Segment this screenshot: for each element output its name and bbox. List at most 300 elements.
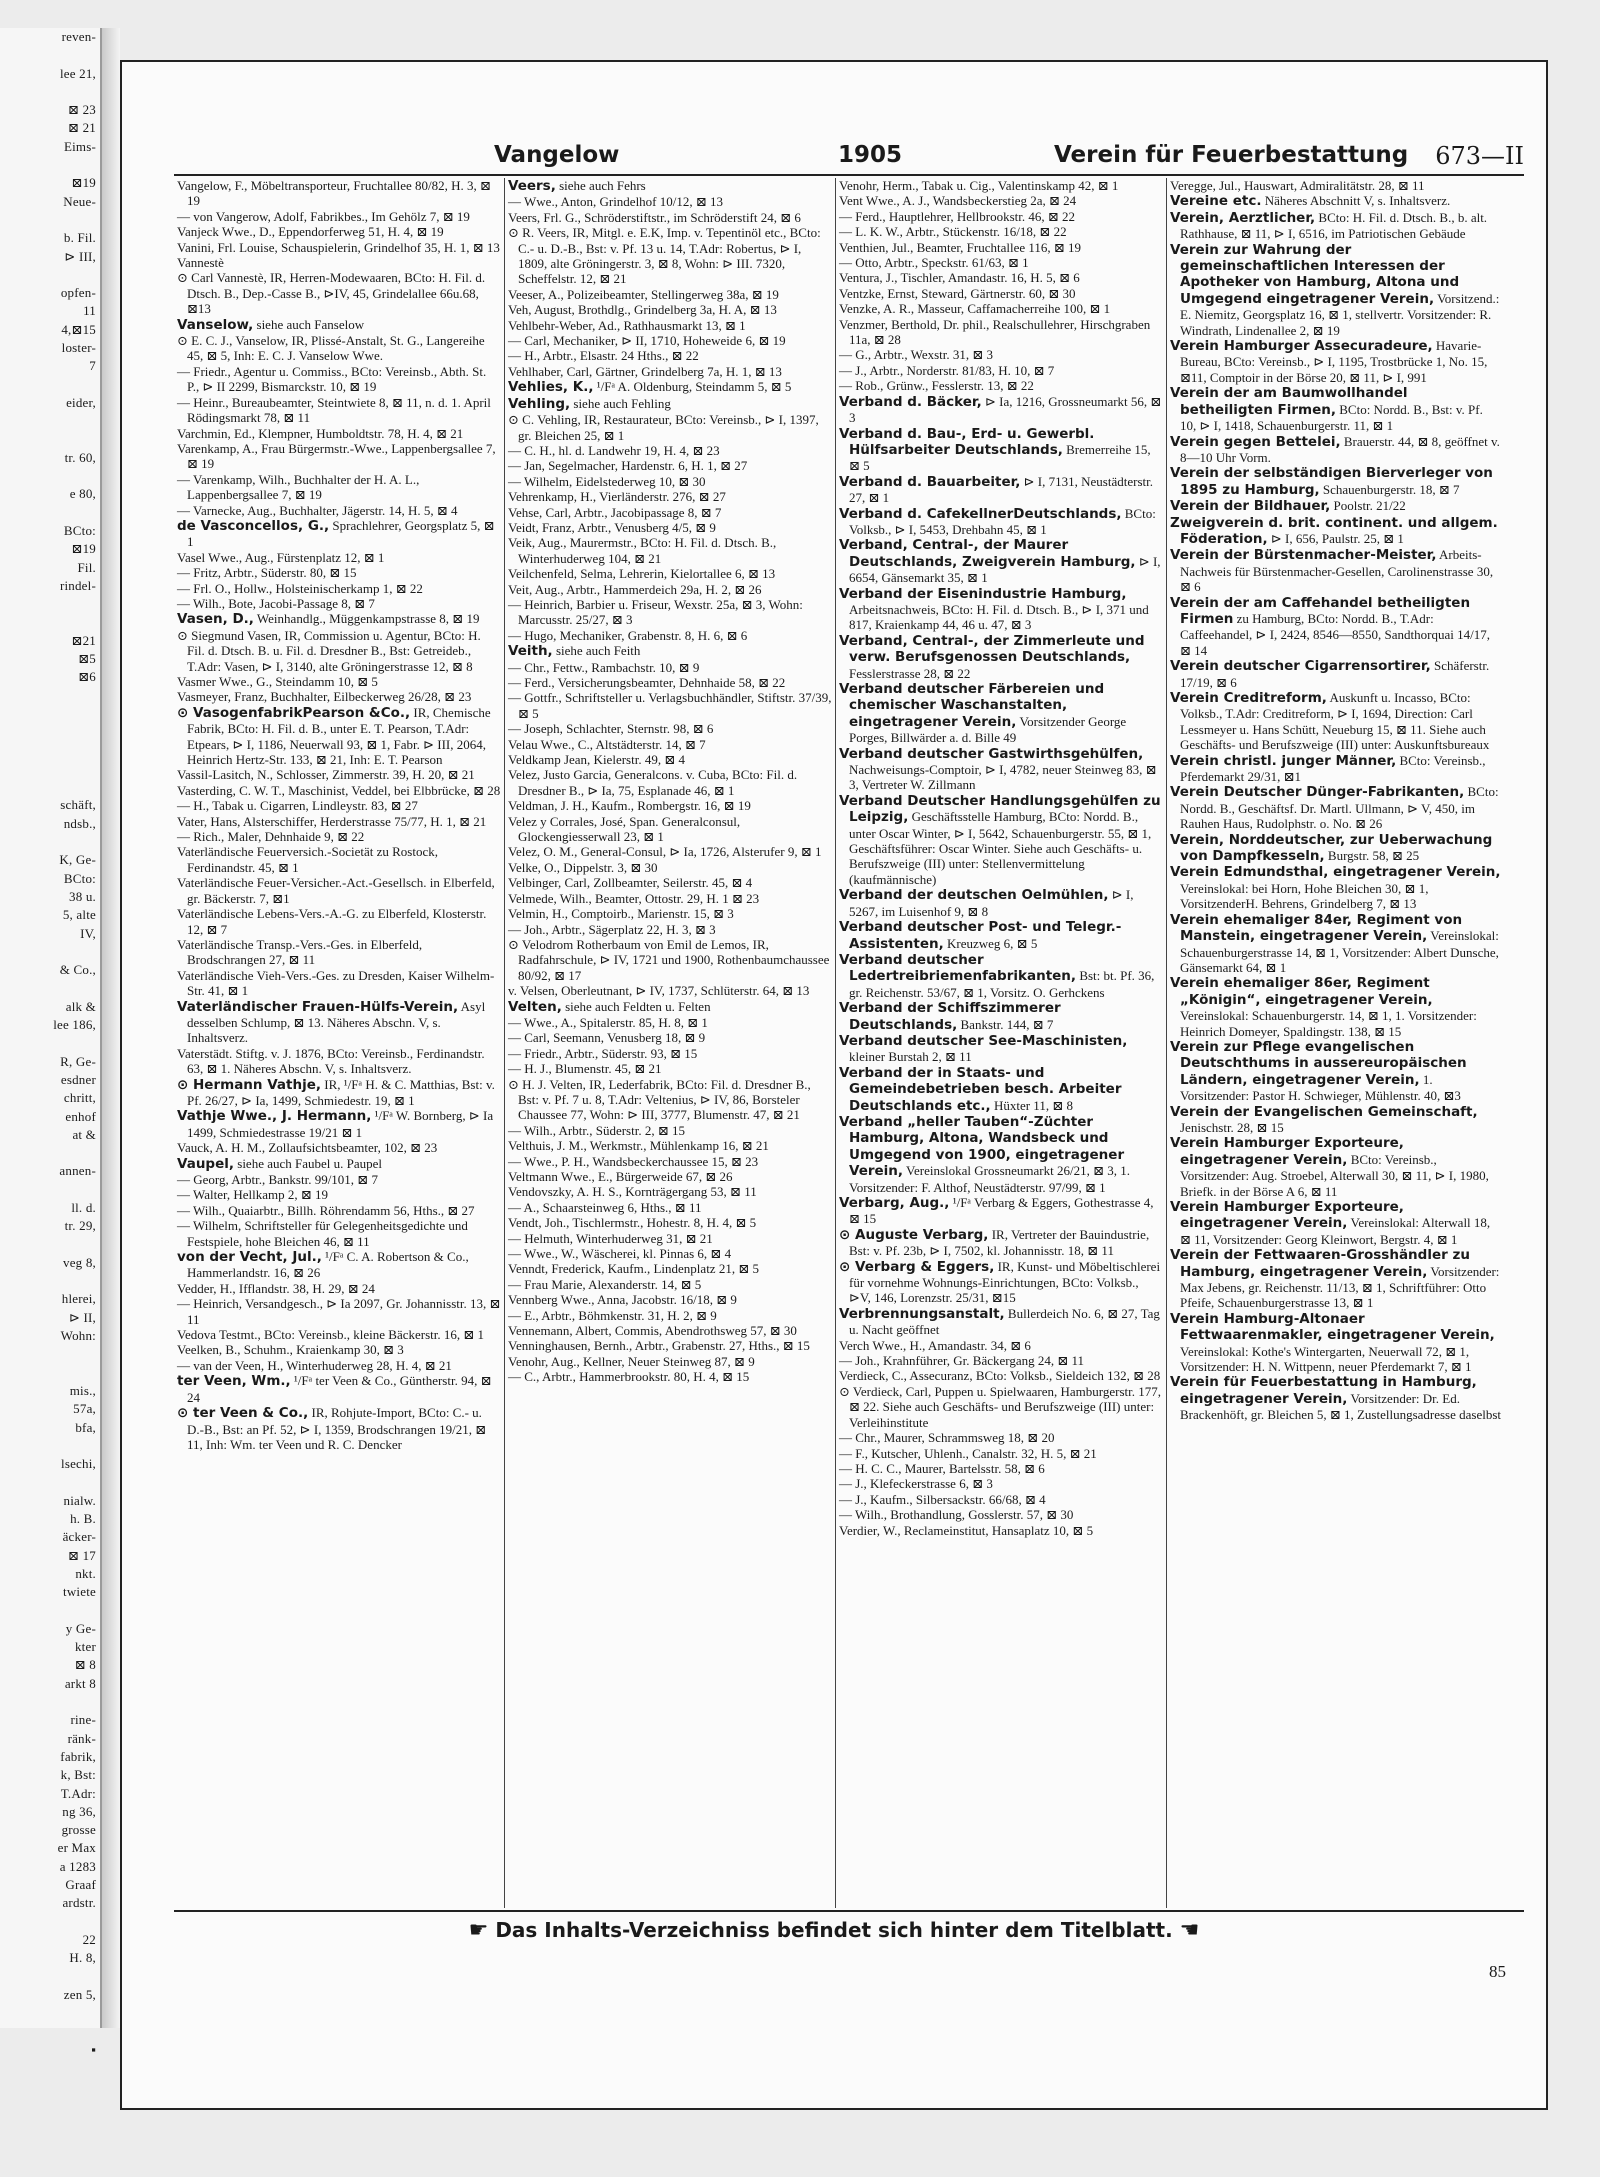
directory-entry [839,793,1163,887]
entry-heading: Verein Edmundsthal, eingetragener Verein, [1170,864,1501,881]
entry-heading: Verband deutscher Ledertreibriemenfabrikanten, [839,951,1077,985]
entry-text: — Carl, Seemann, Venusberg 18, ⊠ 9 [508,1030,706,1046]
directory-entry [508,860,832,875]
entry-text: Vehrenkamp, H., Vierländerstr. 276, ⊠ 27 [508,489,726,505]
directory-entry [177,518,501,550]
directory-entry [1170,1199,1501,1247]
previous-page-line [0,1437,100,1455]
entry-text: Geschäftsstelle Hamburg, BCto: Nordd. B., unter Oscar Winter, ⊳ I, 5642, Schauenburgerstr. 55, ⊠ 1, Geschäftsführer: Oscar Winter. Siehe auch Geschäfts- u. Berufszweige (III) unter: Stellenvermittelung (kaufmännische) [849,809,1152,887]
previous-page-line [0,467,100,485]
footer-rule [174,1910,1524,1912]
directory-entry [839,506,1163,538]
directory-entry [1170,193,1501,209]
directory-entry [177,395,501,426]
directory-entry [177,565,501,580]
entry-text: — Rich., Maler, Dehnhaide 9, ⊠ 22 [177,829,365,845]
directory-entry [1170,1311,1501,1375]
entry-text: Venohr, Herm., Tabak u. Cig., Valentinskamp 42, ⊠ 1 [839,178,1119,193]
entry-heading: Verband deutscher Post- und Telegr.-Assistenten, [839,919,1122,952]
entry-text: Vent Wwe., A. J., Wandsbeckerstieg 2a, ⊠ 24 [839,193,1077,209]
previous-page-line: H. 8, [69,1950,96,1966]
entry-heading: Verein der am Baumwollhandel betheiligten Firmen, [1170,385,1408,418]
directory-entry [839,1338,1163,1353]
entry-text: — Heinrich, Versandgesch., ⊳ Ia 2097, Gr. Johannisstr. 13, ⊠ 11 [177,1296,501,1327]
entry-text: Vennberg Wwe., Anna, Jacobstr. 16/18, ⊠ 9 [508,1292,737,1308]
entry-text: Velez, O. M., General-Consul, ⊳ Ia, 1726, Alsterufer 9, ⊠ 1 [508,844,822,860]
directory-entry [508,643,832,659]
directory-entry [177,798,501,813]
entry-text: Velmede, Wilh., Beamter, Ottostr. 29, H. 1 ⊠ 23 [508,890,760,906]
directory-entry [1170,595,1501,659]
directory-entry [508,520,832,535]
entry-text: Velez, Justo Garcia, Generalcons. v. Cuba, BCto: Fil. d. Dresdner B., ⊳ Ia, 75, Esplanade 46, ⊠ 1 [508,767,798,798]
directory-entry [177,1218,501,1249]
directory-entry [839,681,1163,746]
entry-text: — Helmuth, Winterhuderweg 31, ⊠ 21 [508,1230,713,1246]
directory-entry [839,1306,1163,1338]
entry-heading: Verband, Central-, der Maurer Deutschlands, Zweigverein Hamburg, [839,537,1136,570]
directory-entry [839,1065,1163,1114]
directory-entry [508,1308,832,1323]
directory-entry [508,690,832,721]
previous-page-line: b. Fil. [63,230,96,246]
directory-entry [1170,864,1501,911]
directory-entry [177,783,501,798]
previous-page-line: enhof [65,1108,96,1124]
previous-page-line: veg 8, [63,1254,96,1270]
directory-entry [839,1523,1163,1538]
entry-heading: Vaupel, [177,1155,235,1172]
entry-text: Vaterländische Feuer-Versicher.-Act.-Gesellsch. in Elberfeld, gr. Bäckerstr. 7, ⊠1 [177,875,495,906]
directory-entry [508,767,832,798]
directory-entry [1170,178,1501,193]
directory-entry [508,1338,832,1353]
directory-entry [508,906,832,921]
entry-text: — Wwe., A., Spitalerstr. 85, H. 8, ⊠ 1 [508,1014,708,1030]
entry-heading: de Vasconcellos, G., [177,517,330,534]
entry-text: — Ferd., Hauptlehrer, Hellbrookstr. 46, ⊠ 22 [839,208,1076,224]
directory-entry [839,746,1163,793]
previous-page-line: rine- [70,1712,96,1728]
previous-page-line: ⊠19 [71,541,96,557]
directory-entry [508,210,832,225]
previous-page-line: K, Ge- [59,852,96,868]
previous-page-line [0,1272,100,1290]
entry-heading: ⊙ Verbarg & Eggers, [839,1258,995,1275]
header-section-title: Verein für Feuerbestattung [1054,142,1409,168]
directory-entry [508,1046,832,1061]
directory-entry [177,829,501,844]
directory-entry [508,1123,832,1138]
directory-entry [1170,498,1501,514]
directory-entry [839,1227,1163,1259]
previous-page-line [0,687,100,705]
previous-page-line: alk & [65,998,96,1014]
directory-entry [839,919,1163,952]
entry-heading: Verein Creditreform, [1170,690,1327,706]
entry-text: Vauck, A. H. M., Zollaufsichtsbeamter, 102, ⊠ 23 [177,1140,438,1156]
entry-text: Varchmin, Ed., Klempner, Humboldtstr. 78, H. 4, ⊠ 21 [177,425,464,441]
previous-page-line: ⊳ III, [64,248,96,264]
directory-entry [177,999,501,1046]
entry-text: Jenischstr. 28, ⊠ 15 [1180,1119,1284,1135]
entry-text: siehe auch Fehrs [555,178,646,193]
entry-heading: Verein christl. junger Männer, [1170,752,1397,769]
entry-heading: Verband deutscher Färbereien und chemischer Waschanstalten, eingetragener Verein, [839,681,1105,730]
directory-entry [839,1259,1163,1306]
directory-entry [508,983,832,998]
entry-text: Varenkamp, A., Frau Bürgermstr.-Wwe., Lappenbergsallee 7, ⊠ 19 [177,440,496,472]
directory-entry [177,906,501,937]
directory-entry [1170,434,1501,466]
entry-text: IR, Rohjute-Import, BCto: C.- u. D.-B., Bst: an Pf. 52, ⊳ I, 1359, Brodschrangen 19/21, ⊠ 11, Inh: Wm. ter Veen und R. C. Dencker [187,1405,487,1452]
entry-text: Vorsitzender: Max Jebens, gr. Reichenstr. 11/13, ⊠ 1, Schriftführer: Otto Pfeife, Schauenburgerstrasse 13, ⊠ 1 [1180,1263,1500,1311]
entry-text: Auskunft u. Incasso, BCto: Volksb., T.Adr: Creditreform, ⊳ I, 1694, Direction: Carl Lessmeyer u. Hans Schütt, Neueburg 15, ⊠ 11. Siehe auch Geschäfts- und Berufszweige (III) unter: Auskunftsbureaux [1180,690,1490,753]
entry-text: BCto: H. Fil. d. Dtsch. B., b. alt. Rathhause, ⊠ 11, ⊳ I, 6516, im Patriotischen Gebäude [1180,209,1488,242]
page-header [174,140,1524,176]
previous-page-line: zen 5, [63,1986,96,2002]
book-gutter [102,28,120,2028]
directory-entry [508,225,832,287]
previous-page-line: ⊠6 [78,669,96,685]
directory-entry [508,1261,832,1276]
directory-entry [1170,1247,1501,1311]
entry-text: ⊳ I, 5267, im Luisenhof 9, ⊠ 8 [849,887,1134,919]
entry-text: Veltmann Wwe., E., Bürgerweide 67, ⊠ 26 [508,1169,733,1184]
directory-entry [839,1507,1163,1522]
entry-text: ⊳ I, 7131, Neustädterstr. 27, ⊠ 1 [849,473,1153,506]
previous-page-line: ränk- [67,1730,96,1746]
directory-entry [1170,1104,1501,1136]
entry-text: — G., Arbtr., Wexstr. 31, ⊠ 3 [839,347,994,363]
directory-entry [177,1187,501,1202]
entry-heading: Verband d. CafekellnerDeutschlands, [839,505,1122,522]
entry-heading: Verein ehemaliger 84er, Regiment von Manstein, eingetragener Verein, [1170,911,1463,945]
directory-entry [508,737,832,752]
previous-page-line: twiete [63,1584,96,1600]
previous-page-line: & Co., [59,962,96,978]
entry-text: Näheres Abschnitt V, s. Inhaltsverz. [1261,193,1451,209]
entry-text: ⊙ Velodrom Rotherbaum von Emil de Lemos, IR, Radfahrschule, ⊳ IV, 1721 und 1900, Rothenbaumchaussee 80/92, ⊠ 17 [508,936,830,983]
entry-heading: Verband der deutschen Oelmühlen, [839,887,1109,904]
pointing-hand-right-icon: ☚ [1179,1918,1200,1943]
directory-entry [508,922,832,937]
previous-page-line: mis., [69,1382,96,1398]
directory-entry [177,875,501,906]
directory-entry [508,364,832,379]
previous-page-line: T.Adr: [60,1785,96,1801]
entry-text: Vereinslokal: Kothe's Wintergarten, Neuerwall 72, ⊠ 1, Vorsitzender: H. N. Wittpenn, neuer Pferdemarkt 7, ⊠ 1 [1180,1343,1472,1375]
directory-entry [839,178,1163,193]
previous-page-line: Graaf [65,1876,96,1892]
entry-heading: ⊙ VasogenfabrikPearson &Co., [177,704,411,721]
previous-page-line: R, Ge- [60,1053,96,1069]
entry-text: — Friedr., Agentur u. Commiss., BCto: Vereinsb., Abth. St. P., ⊳ II 2299, Bismarckstr. 10, ⊠ 19 [177,363,487,395]
entry-text: Kreuzweg 6, ⊠ 5 [943,935,1038,951]
entry-text: — A., Schaarsteinweg 6, Hths., ⊠ 11 [508,1199,702,1215]
previous-page-line: Wohn: [60,1328,96,1344]
previous-page-line [0,412,100,430]
directory-entry [508,1077,832,1123]
entry-text: — van der Veen, H., Winterhuderweg 28, H. 4, ⊠ 21 [177,1357,452,1373]
previous-page-line: a 1283 [59,1858,96,1874]
entry-text: — Wilhelm, Schriftsteller für Gelegenheitsgedichte und Festspiele, hohe Bleichen 46, ⊠ 11 [177,1218,468,1249]
directory-entry [508,443,832,458]
entry-text: Hüxter 11, ⊠ 8 [990,1097,1073,1113]
entry-heading: Vereine etc. [1170,193,1262,210]
previous-page-line: ⊠ 23 [68,102,96,118]
directory-entry [508,505,832,520]
entry-text: — H., Arbtr., Elsastr. 24 Hths., ⊠ 22 [508,348,699,364]
previous-page-line [0,156,100,174]
entry-heading: Verein Hamburger Exporteure, eingetragener Verein, [1170,1135,1404,1168]
entry-text: Vasmeyer, Franz, Buchhalter, Eilbeckerweg 26/28, ⊠ 23 [177,689,472,705]
directory-entry [839,1000,1163,1033]
entry-heading: Verein Hamburg-Altonaer Fettwaarenmakler, eingetragener Verein, [1170,1310,1495,1344]
previous-page-line: ⊠5 [78,651,96,667]
previous-page-line [0,1034,100,1052]
entry-text: Vaterländische Lebens-Vers.-A.-G. zu Elberfeld, Klosterstr. 12, ⊠ 7 [177,906,487,937]
entry-text: Vater, Hans, Alsterschiffer, Herderstrasse 75/77, H. 1, ⊠ 21 [177,813,487,829]
entry-text: — Frl. O., Hollw., Holsteinischerkamp 1, ⊠ 22 [177,580,423,596]
directory-entry [839,537,1163,585]
directory-entry [177,1296,501,1327]
directory-entry [508,396,832,412]
directory-entry [839,363,1163,378]
entry-text: — C. H., hl. d. Landwehr 19, H. 4, ⊠ 23 [508,442,720,458]
entry-heading: Verein der Bildhauer, [1170,498,1331,515]
entry-text: Vaterländische Vieh-Vers.-Ges. zu Dresden, Kaiser Wilhelm-Str. 41, ⊠ 1 [177,967,495,999]
previous-page-line: eider, [66,394,96,410]
entry-text: — Chr., Maurer, Schrammsweg 18, ⊠ 20 [839,1430,1055,1446]
entry-text: siehe auch Faubel u. Paupel [234,1155,383,1171]
entry-heading: Verbarg, Aug., [839,1195,950,1211]
directory-entry [508,1200,832,1215]
entry-text: IR, Chemische Fabrik, BCto: H. Fil. d. B., unter E. T. Pearson, T.Adr: Etpears, ⊳ I, 1186, Neuerwall 93, ⊠ 1, Fabr. ⊳ III, 2064, Heinrich Hertz-Str. 133, ⊠ 21, Inh: E. T. Pearson [187,704,491,768]
footer-note-text: Das Inhalts-Verzeichniss befindet sich hinter dem Titelblatt. [495,1918,1173,1942]
previous-page-line: IV, [80,925,96,941]
entry-text: v. Velsen, Oberleutnant, ⊳ IV, 1737, Schlüterstr. 64, ⊠ 13 [508,983,810,999]
entry-heading: Vehlies, K., [508,379,594,396]
entry-text: siehe auch Feith [552,643,641,659]
entry-text: Ventura, J., Tischler, Amandastr. 16, H. 5, ⊠ 6 [839,270,1080,286]
entry-text: Vereinslokal: bei Horn, Hohe Bleichen 30, ⊠ 1, VorsitzenderH. Behrens, Grindelberg 7, ⊠ 13 [1180,880,1429,912]
previous-page-line: loster- [61,340,96,356]
entry-heading: Zweigverein d. brit. continent. und allgem. Föderation, [1170,514,1498,547]
entry-text: Havarie-Bureau, BCto: Vereinsb., ⊳ I, 1195, Trostbrücke 1, No. 15, ⊠11, Comptoir in der Börse 20, ⊠ 11, ⊳ I, 991 [1180,338,1488,385]
entry-text: Vorsitzend.: E. Niemitz, Georgsplatz 16, ⊠ 1, stellvertr. Vorsitzender: R. Windrath, Lindenallee 2, ⊠ 19 [1180,290,1500,338]
directory-entry [177,1140,501,1155]
entry-text: Bullerdeich No. 6, ⊠ 27, Tag u. Nacht geöffnet [849,1305,1160,1338]
entry-text: — Wwe., Anton, Grindelhof 10/12, ⊠ 13 [508,194,724,210]
entry-text: Vassil-Lasitch, N., Schlosser, Zimmerstr. 39, H. 20, ⊠ 21 [177,767,475,783]
directory-entry [508,302,832,317]
entry-text: siehe auch Feldten u. Felten [561,998,711,1014]
entry-text: Verdieck, C., Assecuranz, BCto: Volksb., Sieldeich 132, ⊠ 28 [839,1368,1161,1384]
previous-page-line [0,742,100,760]
entry-text: Venzmer, Berthold, Dr. phil., Realschullehrer, Hirschgraben 11a, ⊠ 28 [839,316,1151,348]
entry-text: — Heinrich, Barbier u. Friseur, Wexstr. 25a, ⊠ 3, Wohn: Marcusstr. 25/27, ⊠ 3 [508,596,803,628]
entry-text: — Friedr., Arbtr., Süderstr. 93, ⊠ 15 [508,1045,698,1061]
previous-page-line: esdner [60,1071,96,1087]
previous-page-line: lee 186, [53,1017,96,1033]
entry-text: ⊙ Carl Vannestè, IR, Herren-Modewaaren, BCto: H. Fil. d. Dtsch. B., Dep.-Casse B., ⊳IV, 45, Grindelallee 66u.68, ⊠13 [177,270,486,317]
directory-entry [1170,832,1501,865]
directory-entry [508,1154,832,1169]
entry-heading: Verbrennungsanstalt, [839,1305,1005,1322]
entry-text: — L. K. W., Arbtr., Stückenstr. 16/18, ⊠ 22 [839,224,1067,240]
entry-text: ⊳ I, 656, Paulstr. 25, ⊠ 1 [1267,530,1404,546]
directory-entry [177,472,501,503]
entry-text: — J., Kaufm., Silbersackstr. 66/68, ⊠ 4 [839,1491,1046,1507]
directory-entry [508,844,832,859]
directory-entry [177,1156,501,1172]
directory-entry [839,1114,1163,1195]
entry-heading: Veers, [508,178,556,194]
entry-text: Vendovszky, A. H. S., Kornträgergang 53, ⊠ 11 [508,1184,757,1200]
directory-entry [177,968,501,999]
entry-text: Ventzke, Ernst, Steward, Gärtnerstr. 60, ⊠ 30 [839,285,1076,301]
directory-entry [508,379,832,395]
entry-text: Veeser, A., Polizeibeamter, Stellingerweg 38a, ⊠ 19 [508,286,779,302]
directory-entry [177,581,501,596]
directory-entry [508,891,832,906]
previous-page-fragment [0,28,102,2057]
previous-page-line [0,46,100,64]
entry-heading: Velten, [508,998,562,1015]
entry-text: — Chr., Fettw., Rambachstr. 10, ⊠ 9 [508,659,700,675]
entry-text: — Joseph, Schlachter, Sternstr. 98, ⊠ 6 [508,721,714,737]
directory-entry [508,535,832,566]
previous-page-line: 22 [82,1931,96,1947]
directory-entry [508,489,832,504]
previous-page-line: grosse [61,1822,96,1838]
previous-page-line: ⊳ II, [68,1309,96,1325]
previous-page-line [0,760,100,778]
directory-entry [177,1172,501,1187]
directory-entry [839,209,1163,224]
entry-text: — Hugo, Mechaniker, Grabenstr. 8, H. 6, ⊠ 6 [508,627,748,643]
entry-text: Vaterstädt. Stiftg. v. J. 1876, BCto: Vereinsb., Ferdinandstr. 63, ⊠ 1. Näheres Abschn. V, s. Inhaltsverz. [177,1045,485,1077]
directory-entry [508,458,832,473]
entry-text: Velez y Corrales, José, Span. Generalconsul, Glockengiesserwall 23, ⊠ 1 [508,813,741,845]
entry-heading: Verein deutscher Cigarrensortirer, [1170,658,1431,675]
directory-entry [1170,385,1501,433]
previous-page-line: e 80, [69,486,96,502]
directory-entry [508,814,832,845]
entry-text: — Wilh., Arbtr., Süderstr. 2, ⊠ 15 [508,1122,685,1138]
pointing-hand-left-icon: ☛ [468,1918,489,1943]
previous-page-line [0,1181,100,1199]
directory-entry [177,1358,501,1373]
directory-entry [177,255,501,270]
entry-text: IR, ¹/Fᵃ H. & C. Matthias, Bst: v. Pf. 26/27, ⊳ Ia, 1499, Schmiedestr. 19, ⊠ 1 [187,1076,495,1108]
entry-text: ⊙ C. Vehling, IR, Restaurateur, BCto: Vereinsb., ⊳ I, 1397, gr. Bleichen 25, ⊠ 1 [508,412,819,443]
directory-entry [1170,753,1501,785]
previous-page-line: fabrik, [60,1748,96,1764]
entry-heading: Vasen, D., [177,611,254,628]
entry-text: Bankstr. 144, ⊠ 7 [957,1016,1054,1032]
directory-entry [839,586,1163,633]
entry-text: ⊙ R. Veers, IR, Mitgl. e. E.K, Imp. v. Tepentinöl etc., BCto: C.- u. D.-B., Bst: v. Pf. 13 u. 14, T.Adr: Robertus, ⊳ I, 1809, alte Gröningerstr. 3, ⊠ 8, Wohn: ⊳ III. 7320, Scheffelstr. 12, ⊠ 21 [508,225,821,287]
directory-entry [508,1369,832,1384]
entry-heading: Vathje Wwe., J. Hermann, [177,1108,372,1125]
directory-entry [177,1249,501,1281]
directory-entry [508,474,832,489]
entry-text: Veh, August, Brothdlg., Grindelberg 3a, H. A, ⊠ 13 [508,302,777,318]
entry-heading: von der Vecht, Jul., [177,1249,322,1266]
directory-entry [1170,975,1501,1039]
previous-page-line: reven- [61,29,96,44]
previous-page-line [0,266,100,284]
directory-entry [508,1277,832,1292]
previous-page-line [0,595,100,613]
entry-text: ¹/Fᵃ A. Oldenburg, Steindamm 5, ⊠ 5 [593,379,792,395]
entry-text: — Wilh., Bote, Jacobi-Passage 8, ⊠ 7 [177,595,375,611]
directory-entry [508,566,832,581]
entry-text: Veers, Frl. G., Schröderstiftstr., im Schröderstift 24, ⊠ 6 [508,209,801,225]
entry-text: — Wilh., Brothandlung, Gosslerstr. 57, ⊠ 30 [839,1507,1074,1523]
directory-entry [508,1138,832,1153]
previous-page-line: ⊠19 [71,175,96,191]
entry-text: Vereinslokal: Schauenburgerstrasse 14, ⊠ 1, Vorsitzender: Albert Dunsche, Gänsemarkt 64, ⊠ 1 [1180,928,1499,975]
entry-heading: Vaterländischer Frauen-Hülfs-Verein, [177,998,459,1015]
previous-page-line [0,979,100,997]
directory-entry [177,705,501,768]
previous-page-line: 11 [83,303,96,319]
directory-entry [508,937,832,983]
entry-text: Vasterding, C. W. T., Maschinist, Veddel, bei Elbbrücke, ⊠ 28 [177,782,501,798]
directory-entry [177,1203,501,1218]
directory-entry [177,596,501,611]
previous-page-line: Neue- [63,193,96,209]
previous-page-line: bfa, [75,1419,96,1435]
directory-entry [177,1046,501,1077]
entry-text: BCto: Vereinsb., Vorsitzender: Aug. Stroebel, Alterwall 30, ⊠ 11, ⊳ I, 1980, Briefk. in der Börse A 6, ⊠ 11 [1180,1151,1489,1199]
previous-page-line: chritt, [63,1090,96,1106]
entry-heading: Verein der selbständigen Bierverleger von 1895 zu Hamburg, [1170,465,1493,498]
directory-entry [1170,210,1501,242]
entry-text: Vorsitzender George Porges, Billwärder a. d. Bille 49 [849,713,1127,746]
entry-heading: Verein, Aerztlicher, [1170,209,1316,226]
directory-entry [839,301,1163,316]
entry-heading: Verband „heller Tauben“-Züchter Hamburg, Altona, Wandsbeck und Umgegend von 1900, eingetragener Verein, [839,1113,1125,1180]
entry-text: ¹/Fᵃ W. Bornberg, ⊳ Ia 1499, Schmiedestrasse 19/21 ⊠ 1 [187,1108,494,1140]
directory-entry [839,1492,1163,1507]
entry-text: Vaterländische Transp.-Vers.-Ges. in Elberfeld, Brodschrangen 27, ⊠ 11 [177,936,423,968]
entry-text: Velke, O., Dippelstr. 3, ⊠ 30 [508,859,658,875]
entry-text: — H., Tabak u. Cigarren, Lindleystr. 83, ⊠ 27 [177,798,418,814]
entry-text: — Walter, Hellkamp 2, ⊠ 19 [177,1187,328,1203]
previous-page-line [0,431,100,449]
directory-entry [508,348,832,363]
entry-heading: Veith, [508,643,553,660]
previous-page-line: er Max [57,1840,96,1856]
entry-text: Venohr, Aug., Kellner, Neuer Steinweg 87, ⊠ 9 [508,1353,755,1369]
entry-text: — Ferd., Versicherungsbeamter, Dehnhaide 58, ⊠ 22 [508,675,786,690]
entry-text: Vangelow, F., Möbeltransporteur, Fruchtallee 80/82, H. 3, ⊠ 19 [177,178,491,209]
directory-entry [508,660,832,675]
entry-text: ¹/Fᵃ Verbarg & Eggers, Gothestrasse 4, ⊠ 15 [849,1195,1154,1227]
entry-text: Venzke, A. R., Masseur, Caffamacherreihe 100, ⊠ 1 [839,301,1111,317]
previous-page-line: 7 [89,358,96,374]
entry-text: Veldkamp Jean, Kielerstr. 49, ⊠ 4 [508,752,685,768]
entry-text: Vaterländische Feuerversich.-Societät zu Rostock, Ferdinandstr. 45, ⊠ 1 [177,844,438,875]
directory-entry [177,224,501,239]
entry-text: siehe auch Fehling [570,395,671,411]
previous-page-line [0,833,100,851]
directory-entry [839,1195,1163,1227]
